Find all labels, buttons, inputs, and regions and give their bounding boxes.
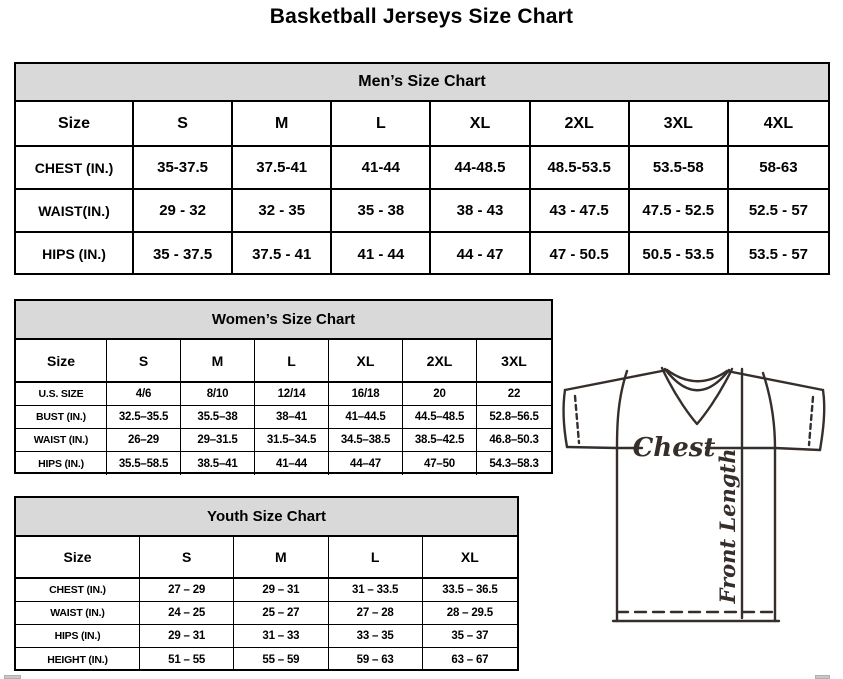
mens-cell: 35 - 37.5 (134, 233, 233, 275)
mens-col-header: 2XL (531, 102, 630, 147)
womens-cell: 41–44.5 (329, 406, 403, 429)
youth-cell: 24 – 25 (140, 602, 234, 625)
womens-col-header: 2XL (403, 340, 477, 383)
womens-col-header: L (255, 340, 329, 383)
right-sleeve-outline (820, 390, 824, 450)
mens-col-header: XL (431, 102, 530, 147)
youth-cell: 59 – 63 (329, 648, 423, 671)
youth-cell: 55 – 59 (234, 648, 328, 671)
youth-row-label: WAIST (IN.) (16, 602, 140, 625)
mens-cell: 52.5 - 57 (729, 190, 828, 233)
mens-table-grid (16, 102, 828, 275)
womens-cell: 38.5–42.5 (403, 429, 477, 452)
womens-col-header: XL (329, 340, 403, 383)
womens-row-label: WAIST (IN.) (16, 429, 107, 452)
mens-col-header: L (332, 102, 431, 147)
mens-cell: 32 - 35 (233, 190, 332, 233)
mens-cell: 53.5-58 (630, 147, 729, 190)
womens-cell: 44.5–48.5 (403, 406, 477, 429)
jersey-measurement-diagram (556, 358, 842, 628)
womens-cell: 34.5–38.5 (329, 429, 403, 452)
mens-cell: 47.5 - 52.5 (630, 190, 729, 233)
mens-size-chart-table (14, 62, 830, 275)
womens-cell: 26–29 (107, 429, 181, 452)
mens-row-label: CHEST (IN.) (16, 147, 134, 190)
womens-col-header: Size (16, 340, 107, 383)
youth-size-chart-table (14, 496, 519, 671)
mens-col-header: S (134, 102, 233, 147)
youth-table-grid (16, 537, 517, 671)
mens-cell: 44 - 47 (431, 233, 530, 275)
womens-col-header: S (107, 340, 181, 383)
mens-cell: 38 - 43 (431, 190, 530, 233)
womens-table-title: Women’s Size Chart (16, 301, 551, 340)
womens-cell: 46.8–50.3 (477, 429, 551, 452)
youth-row-label: HIPS (IN.) (16, 625, 140, 648)
mens-cell: 41-44 (332, 147, 431, 190)
youth-table-title: Youth Size Chart (16, 498, 517, 537)
mens-cell: 37.5-41 (233, 147, 332, 190)
womens-cell: 44–47 (329, 452, 403, 475)
youth-col-header: Size (16, 537, 140, 579)
scrollbar-left-button-fragment[interactable] (4, 675, 21, 679)
mens-cell: 35-37.5 (134, 147, 233, 190)
womens-size-chart-table (14, 299, 553, 474)
womens-cell: 35.5–38 (181, 406, 255, 429)
youth-cell: 31 – 33.5 (329, 579, 423, 602)
mens-row-label: HIPS (IN.) (16, 233, 134, 275)
mens-table-title: Men’s Size Chart (16, 64, 828, 102)
mens-cell: 41 - 44 (332, 233, 431, 275)
page-title: Basketball Jerseys Size Chart (269, 5, 574, 28)
womens-table-grid (16, 340, 551, 475)
womens-cell: 54.3–58.3 (489, 457, 539, 470)
womens-cell: 31.5–34.5 (255, 429, 329, 452)
collar-inner-arc (665, 369, 729, 390)
mens-col-header: M (233, 102, 332, 147)
youth-cell: 63 – 67 (451, 653, 489, 666)
youth-cell: 27 – 29 (140, 579, 234, 602)
youth-col-header: S (140, 537, 234, 579)
womens-cell: 16/18 (329, 383, 403, 406)
youth-cell: 29 – 31 (140, 625, 234, 648)
youth-row-label: CHEST (IN.) (16, 579, 140, 602)
womens-cell: 35.5–58.5 (107, 452, 181, 475)
mens-cell: 29 - 32 (134, 190, 233, 233)
womens-col-header: 3XL (477, 340, 551, 383)
chest-label: Chest (632, 433, 716, 463)
right-cuff-dashed-seam (809, 397, 813, 445)
youth-cell: 51 – 55 (140, 648, 234, 671)
mens-row-label: WAIST(IN.) (16, 190, 134, 233)
youth-cell: 35 – 37 (423, 625, 517, 648)
womens-cell: 20 (403, 383, 477, 406)
womens-row-label: U.S. SIZE (16, 383, 107, 406)
mens-cell: 50.5 - 53.5 (630, 233, 729, 275)
left-armhole-seam (617, 371, 627, 448)
mens-cell: 48.5-53.5 (531, 147, 630, 190)
left-cuff-dashed-seam (575, 396, 579, 443)
front-length-label: Front Length (715, 448, 740, 604)
mens-cell: 37.5 - 41 (233, 233, 332, 275)
womens-cell: 22 (477, 383, 551, 406)
youth-col-header: XL (423, 537, 517, 579)
right-armhole-seam (763, 373, 775, 448)
youth-col-header: L (329, 537, 423, 579)
mens-cell: 53.5 - 57 (748, 245, 809, 263)
womens-cell: 52.8–56.5 (477, 406, 551, 429)
mens-cell: 44-48.5 (431, 147, 530, 190)
womens-cell: 38.5–41 (181, 452, 255, 475)
youth-cell: 33 – 35 (329, 625, 423, 648)
womens-cell: 8/10 (181, 383, 255, 406)
womens-cell: 29–31.5 (181, 429, 255, 452)
womens-cell: 32.5–35.5 (107, 406, 181, 429)
womens-col-header: M (181, 340, 255, 383)
youth-cell: 33.5 – 36.5 (423, 579, 517, 602)
mens-col-header: 3XL (630, 102, 729, 147)
mens-col-header: 4XL (729, 102, 828, 147)
left-shoulder-line (565, 370, 667, 390)
right-cuff-line (775, 448, 820, 450)
youth-row-label: HEIGHT (IN.) (16, 648, 140, 671)
womens-row-label: HIPS (IN.) (16, 452, 107, 475)
youth-cell: 25 – 27 (234, 602, 328, 625)
youth-cell: 28 – 29.5 (423, 602, 517, 625)
mens-cell: 43 - 47.5 (531, 190, 630, 233)
left-sleeve-outline (564, 390, 567, 447)
youth-cell: 27 – 28 (329, 602, 423, 625)
womens-cell: 4/6 (107, 383, 181, 406)
youth-cell: 29 – 31 (234, 579, 328, 602)
scrollbar-right-button-fragment[interactable] (815, 675, 830, 679)
mens-col-header: Size (16, 102, 134, 147)
womens-cell: 38–41 (255, 406, 329, 429)
womens-cell: 12/14 (255, 383, 329, 406)
womens-cell: 41–44 (255, 452, 329, 475)
youth-col-header: M (234, 537, 328, 579)
mens-cell: 58-63 (729, 147, 828, 190)
youth-cell: 31 – 33 (234, 625, 328, 648)
womens-row-label: BUST (IN.) (16, 406, 107, 429)
left-cuff-line (567, 447, 617, 448)
mens-cell: 35 - 38 (332, 190, 431, 233)
womens-cell: 47–50 (403, 452, 477, 475)
mens-cell: 47 - 50.5 (531, 233, 630, 275)
